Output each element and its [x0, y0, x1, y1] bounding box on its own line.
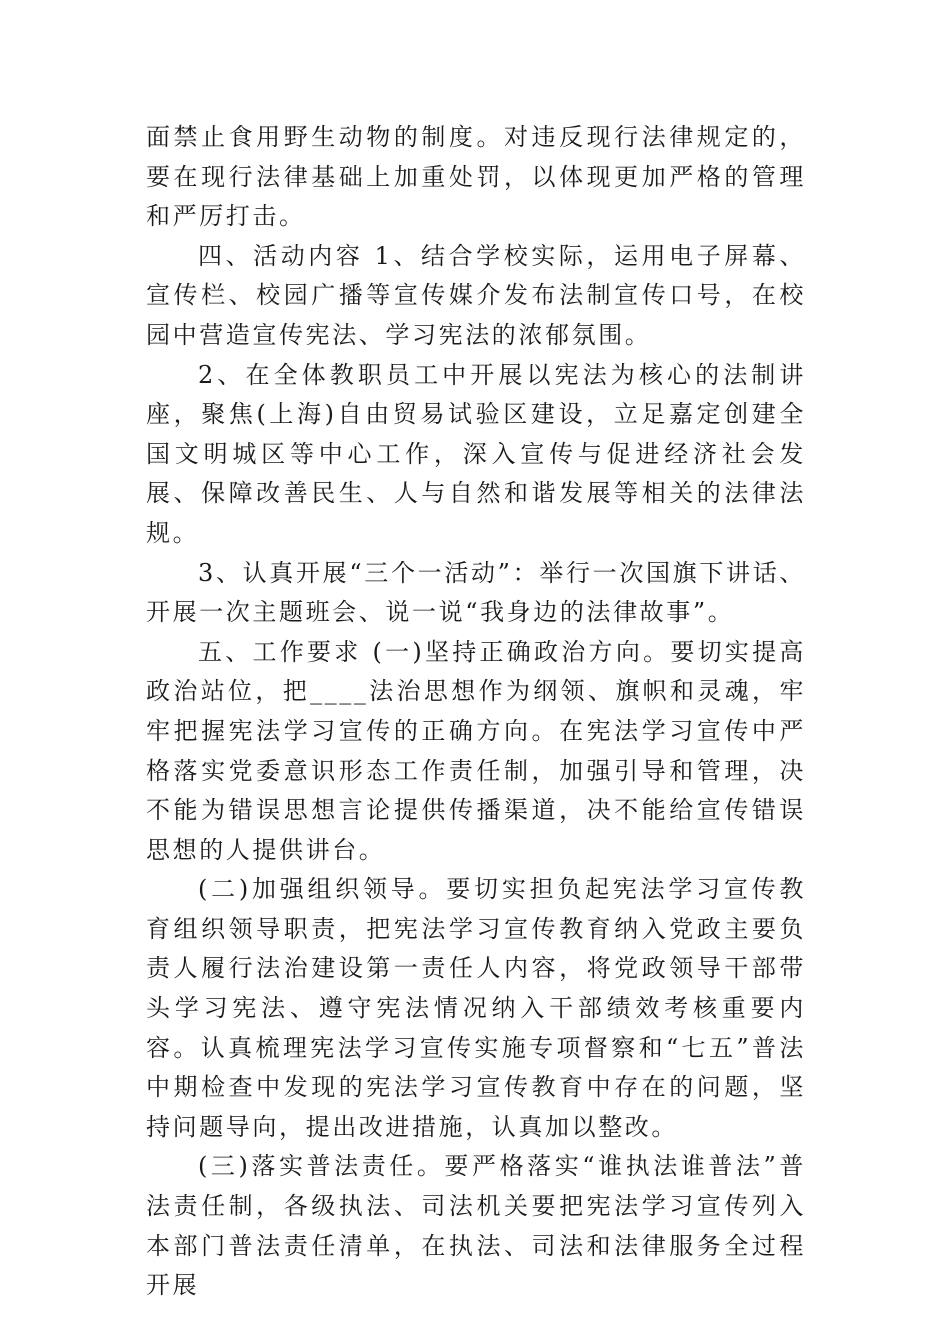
paragraph-5: 五、工作要求 (一)坚持正确政治方向。要切实提高政治站位，把____法治思想作为纲领、旗帜和灵魂，牢牢把握宪法学习宣传的正确方向。在宪法学习宣传中严格落实党委意识形态工作责任制，加强引导和管理，决不能为错误思想言论提供传播渠道，决不能给宣传错误思想的人提供讲台。	[146, 637, 806, 864]
paragraph-4: 3、认真开展“三个一活动”：举行一次国旗下讲话、开展一次主题班会、说一说“我身边的法律故事”。	[146, 558, 806, 627]
paragraph-3: 2、在全体教职员工中开展以宪法为核心的法制讲座，聚焦(上海)自由贸易试验区建设，立足嘉定创建全国文明城区等中心工作，深入宣传与促进经济社会发展、保障改善民生、人与自然和谐发展等相关的法律法规。	[146, 360, 806, 547]
paragraph-6: (二)加强组织领导。要切实担负起宪法学习宣传教育组织领导职责，把宪法学习宣传教育纳入党政主要负责人履行法治建设第一责任人内容，将党政领导干部带头学习宪法、遵守宪法情况纳入干部绩效考核重要内容。认真梳理宪法学习宣传实施专项督察和“七五”普法中期检查中发现的宪法学习宣传教育中存在的问题，坚持问题导向，提出改进措施，认真加以整改。	[146, 875, 806, 1141]
paragraph-1: 面禁止食用野生动物的制度。对违反现行法律规定的，要在现行法律基础上加重处罚，以体现更加严格的管理和严厉打击。	[146, 123, 806, 231]
paragraph-7: (三)落实普法责任。要严格落实“谁执法谁普法”普法责任制，各级执法、司法机关要把宪法学习宣传列入本部门普法责任清单，在执法、司法和法律服务全过程开展	[146, 1152, 806, 1300]
document-body	[146, 118, 806, 1306]
paragraph-2: 四、活动内容 1、结合学校实际，运用电子屏幕、宣传栏、校园广播等宣传媒介发布法制宣传口号，在校园中营造宣传宪法、学习宪法的浓郁氛围。	[146, 241, 806, 349]
